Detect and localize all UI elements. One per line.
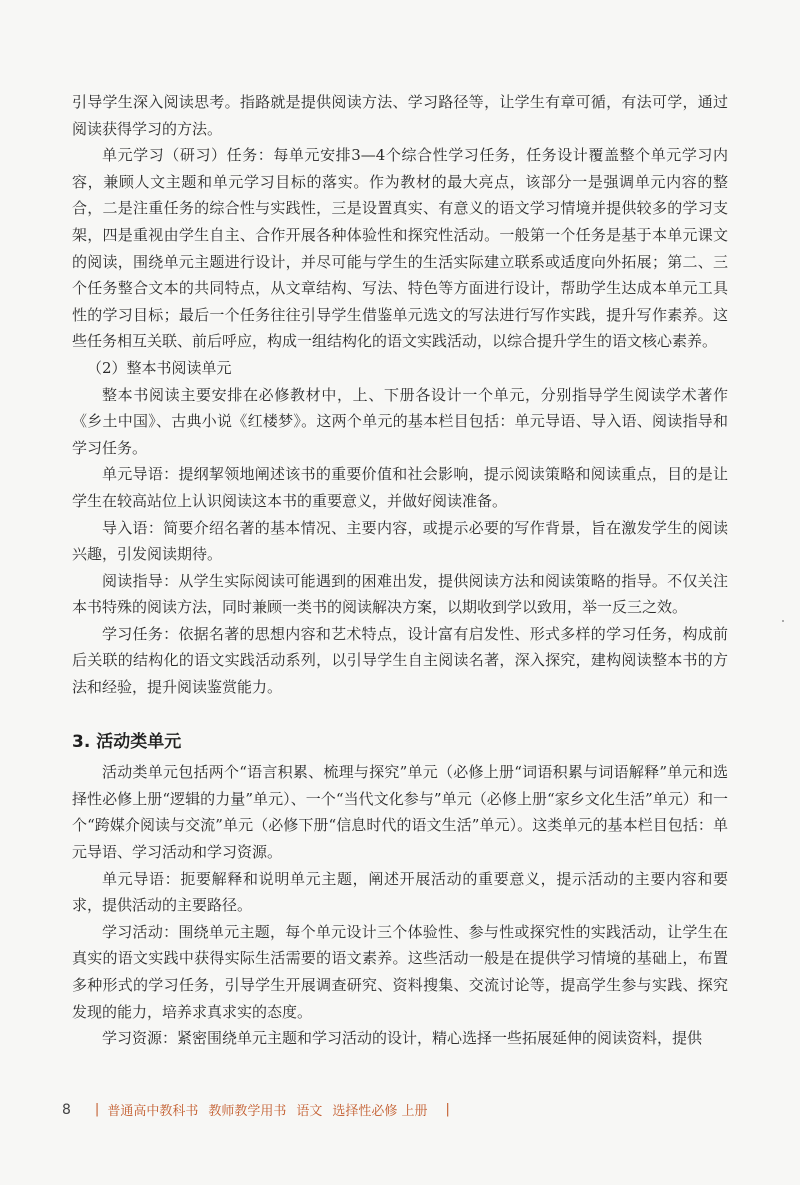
paragraph-learning-resources: 学习资源：紧密围绕单元主题和学习活动的设计，精心选择一些拓展延伸的阅读资料，提供	[102, 1029, 703, 1048]
footer-volume: 选择性必修 上册	[332, 1104, 428, 1119]
paragraph-learning-tasks: 学习任务：依据名著的思想内容和艺术特点，设计富有启发性、形式多样的学习任务，构成前后关联的结构化的语文实践活动系列，以引导学生自主阅读名著，深入探究，建构阅读整本书的方法和经验，提升阅读鉴赏能力。	[72, 624, 728, 697]
paragraph-activity-unit-guide: 单元导语：扼要解释和说明单元主题，阐述开展活动的重要意义，提示活动的主要内容和要求，提供活动的主要路径。	[72, 869, 728, 915]
paragraph-continued: 引导学生深入阅读思考。指路就是提供阅读方法、学习路径等，让学生有章可循，有法可学，通过阅读获得学习的方法。	[72, 93, 728, 138]
footer-series: 普通高中教科书	[107, 1104, 199, 1119]
paragraph-unit-guide: 单元导语：提纲挈领地阐述该书的重要价值和社会影响，提示阅读策略和阅读重点，目的是让学生在较高站位上认识阅读这本书的重要意义，并做好阅读准备。	[72, 465, 728, 510]
paragraph-intro-text: 导入语：简要介绍名著的基本情况、主要内容，或提示必要的写作背景，旨在激发学生的阅读兴趣，引发阅读期待。	[72, 518, 728, 564]
subheading-whole-book-unit: （2）整本书阅读单元	[87, 358, 232, 377]
page-footer	[62, 1100, 458, 1119]
scan-speck	[782, 620, 784, 622]
footer-separator: |	[94, 1102, 100, 1117]
paragraph-unit-tasks: 单元学习（研习）任务：每单元安排3—4个综合性学习任务，任务设计覆盖整个单元学习内容，兼顾人文主题和单元学习目标的落实。作为教材的最大亮点，该部分一是强调单元内容的整合，二是注重任务的综合性与实践性，三是设置真实、有意义的语文学习情境并提供较多的学习支架，四是重视由学生自主、合作开展各种体验性和探究性活动。一般第一个任务是基于本单元课文的阅读，围绕单元主题进行设计，并尽可能与学生的生活实际建立联系或适度向外拓展；第二、三个任务整合文本的共同特点，从文章结构、写法、特色等方面进行设计，帮助学生达成本单元工具性的学习目标；最后一个任务往往引导学生借鉴单元选文的写法进行写作实践，提升写作素养。这些任务相互关联、前后呼应，构成一组结构化的语文实践活动，以综合提升学生的语文核心素养。	[72, 146, 728, 351]
paragraph-whole-book-intro: 整本书阅读主要安排在必修教材中，上、下册各设计一个单元，分别指导学生阅读学术著作《乡土中国》、古典小说《红楼梦》。这两个单元的基本栏目包括：单元导语、导入语、阅读指导和学习任务。	[72, 385, 728, 457]
section-title-activity-units: 3. 活动类单元	[72, 731, 182, 752]
footer-book-type: 教师教学用书	[208, 1104, 287, 1119]
paragraph-learning-activities: 学习活动：围绕单元主题，每个单元设计三个体验性、参与性或探究性的实践活动，让学生在真实的语文实践中获得实际生活需要的语文素养。这些活动一般是在提供学习情境的基础上，布置多种形式的学习任务，引导学生开展调查研究、资料搜集、交流讨论等，提高学生参与实践、探究发现的能力，培养求真求实的态度。	[72, 922, 728, 1021]
paragraph-activity-intro: 活动类单元包括两个“语言积累、梳理与探究”单元（必修上册“词语积累与词语解释”单元和选择性必修上册“逻辑的力量”单元）、一个“当代文化参与”单元（必修上册“家乡文化生活”单元）和一个“跨媒介阅读与交流”单元（必修下册“信息时代的语文生活”单元）。这类单元的基本栏目包括：单元导语、学习活动和学习资源。	[72, 763, 728, 862]
page-number: 8	[62, 1101, 71, 1118]
footer-subject: 语文	[296, 1104, 323, 1119]
paragraph-reading-guide: 阅读指导：从学生实际阅读可能遇到的困难出发，提供阅读方法和阅读策略的指导。不仅关注本书特殊的阅读方法，同时兼顾一类书的阅读解决方案，以期收到学以致用，举一反三之效。	[72, 571, 728, 617]
footer-separator-end: |	[445, 1102, 450, 1117]
body-text	[72, 89, 728, 1052]
